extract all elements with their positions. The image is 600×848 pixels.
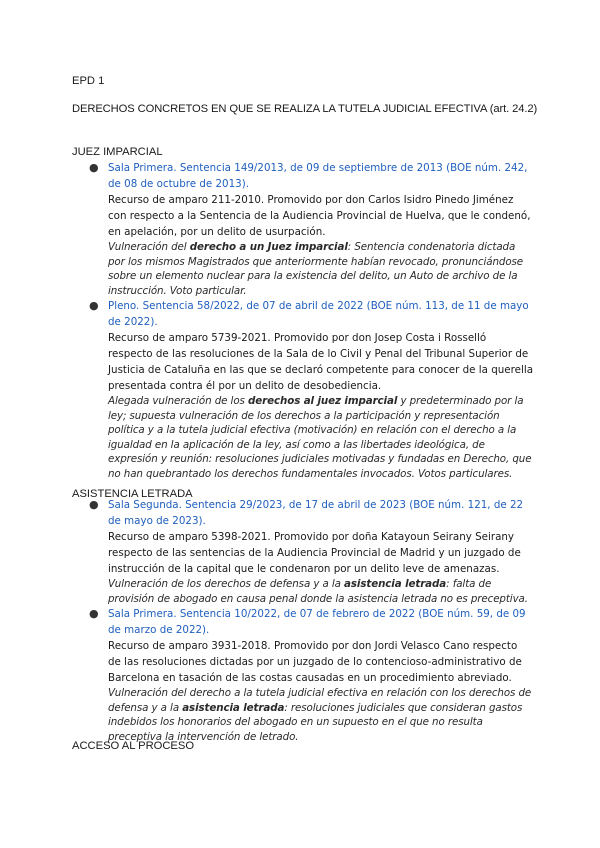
case-recurso: Recurso de amparo 5739-2021. Promovido por don Josep Costa i Rosselló respecto de las resoluciones de la Sala de lo Civil y Penal del Tribunal Superior de Justicia de Cataluña en las que se declaró competente para conocer de la querella presentada contra él por un delito de desobediencia.	[108, 332, 534, 392]
case-reference-link[interactable]: Sala Segunda. Sentencia 29/2023, de 17 de abril de 2023 (BOE núm. 121, de 22 de mayo de 2023).	[108, 499, 524, 527]
case-item	[89, 298, 534, 481]
summary-text: y predeterminado por la ley; supuesta vulneración de los derechos a la participación y representación política y a la tutela judicial efectiva (motivación) en relación con el derecho a la igualdad en la aplicación de la ley, así como a las libertades ideológica, de expresión y reunión: resoluciones judiciales motivadas y fundadas en Derecho, que no han quebrantado los derechos fundamentales invocados. Votos particulares.	[108, 395, 532, 480]
case-reference-link[interactable]: Pleno. Sentencia 58/2022, de 07 de abril de 2022 (BOE núm. 113, de 11 de mayo de 2022).	[108, 300, 529, 328]
bullet-icon: ●	[89, 299, 99, 312]
summary-text: : Sentencia condenatoria dictada por los mismos Magistrados que anteriormente habían revocado, pronunciándose sobre un elemento nuclear para la existencia del delito, un Auto de archivo de la instrucción. Voto particular.	[108, 241, 524, 297]
summary-bold-right: asistencia letrada	[182, 701, 285, 714]
case-summary	[108, 240, 533, 298]
summary-bold-right: derechos al juez imparcial	[247, 395, 398, 407]
summary-text: Vulneración del	[108, 241, 190, 253]
case-reference-link[interactable]: Sala Primera. Sentencia 149/2013, de 09 de septiembre de 2013 (BOE núm. 242, de 08 de octubre de 2013).	[108, 162, 528, 190]
summary-text: : falta de provisión de abogado en causa penal donde la asistencia letrada no es preceptiva.	[108, 578, 528, 605]
bullet-icon: ●	[89, 607, 99, 620]
document-code: EPD 1	[72, 75, 105, 87]
section-heading-asistencia-letrada: ASISTENCIA LETRADA	[72, 488, 193, 500]
summary-text: Alegada vulneración de los	[108, 395, 248, 407]
case-recurso: Recurso de amparo 3931-2018. Promovido por don Jordi Velasco Cano respecto de las resoluciones dictadas por un juzgado de lo contencioso-administrativo de Barcelona en tasación de las costas causadas en un procedimiento abreviado.	[108, 640, 522, 684]
summary-text: : resoluciones judiciales que consideran gastos indebidos los honorarios del abogado en un supuesto en el que no resulta preceptiva la intervención de letrado.	[108, 701, 523, 743]
case-recurso: Recurso de amparo 5398-2021. Promovido por doña Katayoun Seirany Seirany respecto de las sentencias de la Audiencia Provincial de Madrid y un juzgado de instrucción de la capital que le condenaron por un delito leve de amenazas.	[108, 531, 521, 575]
summary-bold-right: asistencia letrada	[344, 578, 447, 590]
summary-text: Vulneración del derecho a la tutela judicial efectiva en relación con los derechos de defensa y a la	[108, 687, 532, 714]
case-reference-link[interactable]: Sala Primera. Sentencia 10/2022, de 07 de febrero de 2022 (BOE núm. 59, de 09 de marzo de 2022).	[108, 608, 526, 636]
case-item	[89, 497, 533, 606]
case-item	[89, 606, 533, 744]
case-summary	[108, 577, 533, 606]
bullet-icon: ●	[89, 161, 99, 174]
bullet-icon: ●	[89, 498, 99, 511]
case-item	[89, 160, 533, 298]
case-summary	[108, 394, 533, 481]
summary-bold-right: derecho a un Juez imparcial	[189, 241, 348, 253]
case-list-juez-imparcial	[89, 160, 534, 481]
case-recurso: Recurso de amparo 211-2010. Promovido por don Carlos Isidro Pinedo Jiménez con respecto a la Sentencia de la Audiencia Provincial de Huelva, que le condenó, en apelación, por un delito de usurpación.	[108, 194, 531, 238]
document-title: DERECHOS CONCRETOS EN QUE SE REALIZA LA TUTELA JUDICIAL EFECTIVA (art. 24.2)	[72, 103, 538, 115]
case-list-asistencia-letrada	[89, 497, 533, 744]
section-heading-acceso-al-proceso: ACCESO AL PROCESO	[72, 740, 195, 752]
section-heading-juez-imparcial: JUEZ IMPARCIAL	[72, 146, 163, 158]
case-summary	[108, 686, 533, 744]
summary-text: Vulneración de los derechos de defensa y a la	[108, 578, 345, 590]
